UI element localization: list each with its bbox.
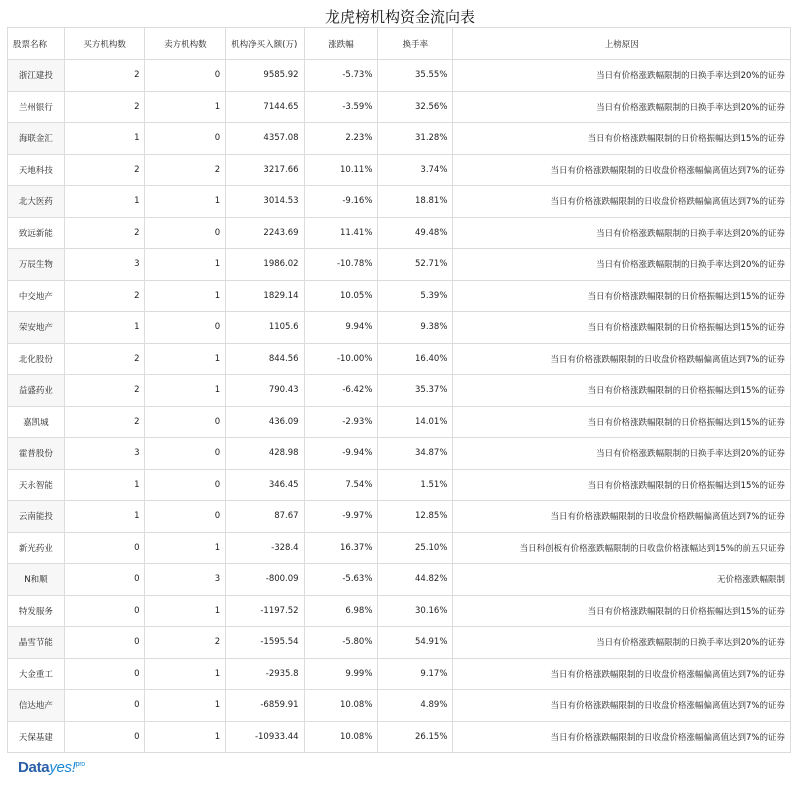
cell-stock-name: 霍普股份 bbox=[8, 438, 65, 470]
cell-change: 6.98% bbox=[304, 595, 378, 627]
cell-change: -3.59% bbox=[304, 91, 378, 123]
cell-reason: 当日有价格涨跌幅限制的日收盘价格跌幅偏离值达到7%的证券 bbox=[453, 343, 791, 375]
header-net-buy: 机构净买入额(万) bbox=[226, 28, 304, 60]
cell-net-buy: -10933.44 bbox=[226, 721, 304, 753]
cell-buy-count: 1 bbox=[64, 469, 145, 501]
cell-sell-count: 0 bbox=[145, 60, 226, 92]
cell-sell-count: 1 bbox=[145, 721, 226, 753]
cell-turnover: 14.01% bbox=[378, 406, 453, 438]
cell-reason: 当日有价格涨跌幅限制的日收盘价格涨幅偏离值达到7%的证券 bbox=[453, 658, 791, 690]
cell-turnover: 31.28% bbox=[378, 123, 453, 155]
cell-sell-count: 1 bbox=[145, 532, 226, 564]
cell-net-buy: -6859.91 bbox=[226, 690, 304, 722]
table-row bbox=[8, 690, 791, 722]
cell-change: -5.80% bbox=[304, 627, 378, 659]
header-turnover: 换手率 bbox=[378, 28, 453, 60]
cell-sell-count: 2 bbox=[145, 154, 226, 186]
cell-turnover: 9.17% bbox=[378, 658, 453, 690]
cell-buy-count: 3 bbox=[64, 438, 145, 470]
cell-buy-count: 2 bbox=[64, 343, 145, 375]
cell-sell-count: 1 bbox=[145, 658, 226, 690]
cell-net-buy: -328.4 bbox=[226, 532, 304, 564]
cell-reason: 当日有价格涨跌幅限制的日换手率达到20%的证券 bbox=[453, 217, 791, 249]
cell-sell-count: 1 bbox=[145, 375, 226, 407]
cell-net-buy: 9585.92 bbox=[226, 60, 304, 92]
table-row bbox=[8, 721, 791, 753]
table-row bbox=[8, 154, 791, 186]
cell-stock-name: 中交地产 bbox=[8, 280, 65, 312]
cell-sell-count: 0 bbox=[145, 312, 226, 344]
cell-turnover: 35.55% bbox=[378, 60, 453, 92]
cell-buy-count: 0 bbox=[64, 658, 145, 690]
logo-pro-text: pro bbox=[75, 761, 85, 768]
cell-stock-name: 天地科技 bbox=[8, 154, 65, 186]
cell-turnover: 3.74% bbox=[378, 154, 453, 186]
cell-turnover: 5.39% bbox=[378, 280, 453, 312]
cell-net-buy: 7144.65 bbox=[226, 91, 304, 123]
cell-change: -5.63% bbox=[304, 564, 378, 596]
cell-turnover: 4.89% bbox=[378, 690, 453, 722]
table-row bbox=[8, 627, 791, 659]
cell-sell-count: 0 bbox=[145, 501, 226, 533]
table-row bbox=[8, 595, 791, 627]
cell-sell-count: 1 bbox=[145, 91, 226, 123]
cell-buy-count: 2 bbox=[64, 91, 145, 123]
cell-turnover: 30.16% bbox=[378, 595, 453, 627]
cell-reason: 当日有价格涨跌幅限制的日换手率达到20%的证券 bbox=[453, 249, 791, 281]
cell-buy-count: 3 bbox=[64, 249, 145, 281]
cell-turnover: 26.15% bbox=[378, 721, 453, 753]
cell-reason: 当日有价格涨跌幅限制的日价格振幅达到15%的证券 bbox=[453, 123, 791, 155]
cell-reason: 无价格涨跌幅限制 bbox=[453, 564, 791, 596]
cell-change: -9.94% bbox=[304, 438, 378, 470]
cell-sell-count: 0 bbox=[145, 406, 226, 438]
cell-reason: 当日有价格涨跌幅限制的日价格振幅达到15%的证券 bbox=[453, 469, 791, 501]
cell-buy-count: 1 bbox=[64, 186, 145, 218]
cell-stock-name: 益盛药业 bbox=[8, 375, 65, 407]
cell-stock-name: 海联金汇 bbox=[8, 123, 65, 155]
cell-stock-name: 嘉凯城 bbox=[8, 406, 65, 438]
fund-flow-table bbox=[7, 27, 791, 753]
cell-net-buy: 436.09 bbox=[226, 406, 304, 438]
cell-change: 10.11% bbox=[304, 154, 378, 186]
cell-stock-name: 天永智能 bbox=[8, 469, 65, 501]
table-row bbox=[8, 469, 791, 501]
table-row bbox=[8, 312, 791, 344]
cell-net-buy: 844.56 bbox=[226, 343, 304, 375]
cell-reason: 当日有价格涨跌幅限制的日换手率达到20%的证券 bbox=[453, 91, 791, 123]
table-row bbox=[8, 217, 791, 249]
cell-turnover: 12.85% bbox=[378, 501, 453, 533]
header-sell-count: 卖方机构数 bbox=[145, 28, 226, 60]
cell-sell-count: 1 bbox=[145, 186, 226, 218]
cell-buy-count: 1 bbox=[64, 123, 145, 155]
cell-net-buy: 2243.69 bbox=[226, 217, 304, 249]
cell-buy-count: 2 bbox=[64, 375, 145, 407]
table-row bbox=[8, 501, 791, 533]
cell-sell-count: 3 bbox=[145, 564, 226, 596]
cell-net-buy: 3014.53 bbox=[226, 186, 304, 218]
cell-change: 11.41% bbox=[304, 217, 378, 249]
header-buy-count: 买方机构数 bbox=[64, 28, 145, 60]
cell-reason: 当日有价格涨跌幅限制的日收盘价格跌幅偏离值达到7%的证券 bbox=[453, 186, 791, 218]
cell-reason: 当日科创板有价格涨跌幅限制的日收盘价格涨幅达到15%的前五只证券 bbox=[453, 532, 791, 564]
cell-reason: 当日有价格涨跌幅限制的日价格振幅达到15%的证券 bbox=[453, 375, 791, 407]
cell-change: -6.42% bbox=[304, 375, 378, 407]
cell-sell-count: 0 bbox=[145, 123, 226, 155]
cell-sell-count: 1 bbox=[145, 690, 226, 722]
cell-sell-count: 1 bbox=[145, 595, 226, 627]
cell-stock-name: 大金重工 bbox=[8, 658, 65, 690]
cell-reason: 当日有价格涨跌幅限制的日价格振幅达到15%的证券 bbox=[453, 595, 791, 627]
cell-stock-name: N和顺 bbox=[8, 564, 65, 596]
page-title: 龙虎榜机构资金流向表 bbox=[324, 8, 475, 26]
cell-reason: 当日有价格涨跌幅限制的日换手率达到20%的证券 bbox=[453, 60, 791, 92]
cell-turnover: 49.48% bbox=[378, 217, 453, 249]
cell-buy-count: 2 bbox=[64, 406, 145, 438]
cell-buy-count: 2 bbox=[64, 154, 145, 186]
cell-change: 7.54% bbox=[304, 469, 378, 501]
cell-stock-name: 晶雪节能 bbox=[8, 627, 65, 659]
cell-stock-name: 特发服务 bbox=[8, 595, 65, 627]
cell-reason: 当日有价格涨跌幅限制的日收盘价格涨幅偏离值达到7%的证券 bbox=[453, 721, 791, 753]
table-row bbox=[8, 249, 791, 281]
cell-stock-name: 云南能投 bbox=[8, 501, 65, 533]
cell-buy-count: 0 bbox=[64, 627, 145, 659]
cell-net-buy: -1197.52 bbox=[226, 595, 304, 627]
table-row bbox=[8, 186, 791, 218]
cell-stock-name: 北大医药 bbox=[8, 186, 65, 218]
cell-turnover: 44.82% bbox=[378, 564, 453, 596]
cell-turnover: 25.10% bbox=[378, 532, 453, 564]
cell-stock-name: 天保基建 bbox=[8, 721, 65, 753]
header-stock-name: 股票名称 bbox=[8, 28, 65, 60]
table-row bbox=[8, 406, 791, 438]
cell-turnover: 34.87% bbox=[378, 438, 453, 470]
table-row bbox=[8, 123, 791, 155]
cell-change: 10.08% bbox=[304, 690, 378, 722]
cell-turnover: 54.91% bbox=[378, 627, 453, 659]
logo-yes-text: yes! bbox=[49, 759, 76, 776]
cell-net-buy: 1829.14 bbox=[226, 280, 304, 312]
cell-buy-count: 0 bbox=[64, 532, 145, 564]
cell-reason: 当日有价格涨跌幅限制的日价格振幅达到15%的证券 bbox=[453, 280, 791, 312]
cell-net-buy: 3217.66 bbox=[226, 154, 304, 186]
header-reason: 上榜原因 bbox=[453, 28, 791, 60]
cell-stock-name: 兰州银行 bbox=[8, 91, 65, 123]
table-header-row bbox=[8, 28, 791, 60]
cell-buy-count: 1 bbox=[64, 501, 145, 533]
cell-net-buy: -1595.54 bbox=[226, 627, 304, 659]
cell-stock-name: 北化股份 bbox=[8, 343, 65, 375]
cell-change: 10.08% bbox=[304, 721, 378, 753]
cell-sell-count: 0 bbox=[145, 438, 226, 470]
datayes-logo bbox=[18, 759, 85, 776]
cell-reason: 当日有价格涨跌幅限制的日价格振幅达到15%的证券 bbox=[453, 406, 791, 438]
cell-net-buy: 790.43 bbox=[226, 375, 304, 407]
table-row bbox=[8, 564, 791, 596]
cell-buy-count: 0 bbox=[64, 595, 145, 627]
cell-buy-count: 0 bbox=[64, 690, 145, 722]
cell-sell-count: 0 bbox=[145, 217, 226, 249]
cell-change: 10.05% bbox=[304, 280, 378, 312]
cell-reason: 当日有价格涨跌幅限制的日价格振幅达到15%的证券 bbox=[453, 312, 791, 344]
cell-change: -10.00% bbox=[304, 343, 378, 375]
cell-sell-count: 1 bbox=[145, 343, 226, 375]
cell-change: -2.93% bbox=[304, 406, 378, 438]
cell-turnover: 52.71% bbox=[378, 249, 453, 281]
cell-change: -5.73% bbox=[304, 60, 378, 92]
table-row bbox=[8, 91, 791, 123]
cell-buy-count: 2 bbox=[64, 280, 145, 312]
table-body bbox=[8, 60, 791, 753]
header-change: 涨跌幅 bbox=[304, 28, 378, 60]
cell-net-buy: 346.45 bbox=[226, 469, 304, 501]
cell-stock-name: 万辰生物 bbox=[8, 249, 65, 281]
cell-net-buy: -800.09 bbox=[226, 564, 304, 596]
cell-change: 9.99% bbox=[304, 658, 378, 690]
table-row bbox=[8, 438, 791, 470]
cell-reason: 当日有价格涨跌幅限制的日收盘价格涨幅偏离值达到7%的证券 bbox=[453, 690, 791, 722]
cell-sell-count: 1 bbox=[145, 249, 226, 281]
cell-change: -9.97% bbox=[304, 501, 378, 533]
cell-net-buy: 1105.6 bbox=[226, 312, 304, 344]
cell-buy-count: 0 bbox=[64, 564, 145, 596]
cell-reason: 当日有价格涨跌幅限制的日换手率达到20%的证券 bbox=[453, 438, 791, 470]
cell-reason: 当日有价格涨跌幅限制的日换手率达到20%的证券 bbox=[453, 627, 791, 659]
table-row bbox=[8, 280, 791, 312]
cell-net-buy: 428.98 bbox=[226, 438, 304, 470]
cell-stock-name: 信达地产 bbox=[8, 690, 65, 722]
cell-sell-count: 0 bbox=[145, 469, 226, 501]
cell-turnover: 16.40% bbox=[378, 343, 453, 375]
cell-buy-count: 1 bbox=[64, 312, 145, 344]
table-row bbox=[8, 343, 791, 375]
cell-buy-count: 2 bbox=[64, 217, 145, 249]
cell-turnover: 35.37% bbox=[378, 375, 453, 407]
cell-buy-count: 0 bbox=[64, 721, 145, 753]
cell-net-buy: 87.67 bbox=[226, 501, 304, 533]
cell-net-buy: 4357.08 bbox=[226, 123, 304, 155]
cell-turnover: 9.38% bbox=[378, 312, 453, 344]
cell-change: -9.16% bbox=[304, 186, 378, 218]
cell-change: 16.37% bbox=[304, 532, 378, 564]
cell-stock-name: 荣安地产 bbox=[8, 312, 65, 344]
cell-net-buy: 1986.02 bbox=[226, 249, 304, 281]
cell-sell-count: 1 bbox=[145, 280, 226, 312]
cell-stock-name: 浙江建投 bbox=[8, 60, 65, 92]
table-row bbox=[8, 60, 791, 92]
cell-net-buy: -2935.8 bbox=[226, 658, 304, 690]
cell-turnover: 32.56% bbox=[378, 91, 453, 123]
table-row bbox=[8, 375, 791, 407]
table-row bbox=[8, 532, 791, 564]
cell-sell-count: 2 bbox=[145, 627, 226, 659]
table-row bbox=[8, 658, 791, 690]
cell-reason: 当日有价格涨跌幅限制的日收盘价格跌幅偏离值达到7%的证券 bbox=[453, 501, 791, 533]
cell-change: 2.23% bbox=[304, 123, 378, 155]
logo-data-text: Data bbox=[18, 759, 50, 776]
cell-stock-name: 致远新能 bbox=[8, 217, 65, 249]
cell-reason: 当日有价格涨跌幅限制的日收盘价格涨幅偏离值达到7%的证券 bbox=[453, 154, 791, 186]
cell-stock-name: 新光药业 bbox=[8, 532, 65, 564]
cell-change: -10.78% bbox=[304, 249, 378, 281]
cell-change: 9.94% bbox=[304, 312, 378, 344]
cell-buy-count: 2 bbox=[64, 60, 145, 92]
cell-turnover: 1.51% bbox=[378, 469, 453, 501]
cell-turnover: 18.81% bbox=[378, 186, 453, 218]
